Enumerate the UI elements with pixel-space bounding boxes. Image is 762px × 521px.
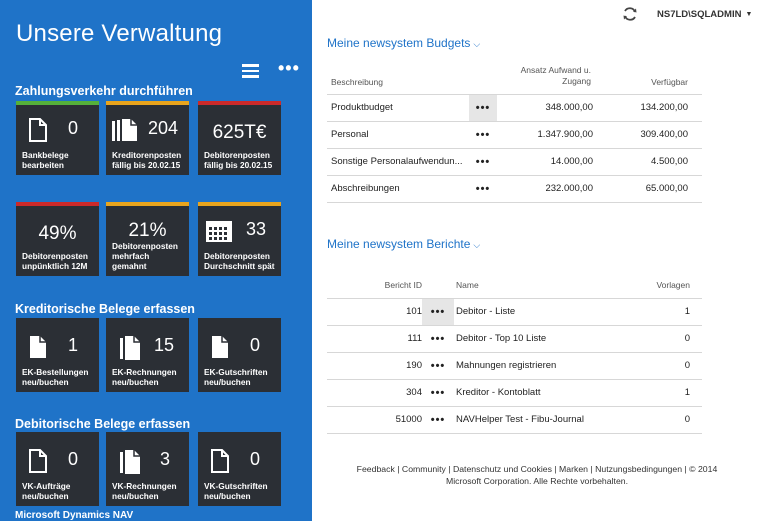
cell-ansatz: 232.000,00 [497, 175, 593, 202]
content-panel [312, 0, 762, 521]
tile-label: Bankbelege bearbeiten [22, 150, 69, 170]
tile-label: EK-Rechnungen neu/buchen [112, 367, 177, 387]
tile-count: 15 [154, 335, 175, 355]
row-actions-icon[interactable]: ••• [422, 325, 454, 352]
cell-vorlagen: 1 [642, 379, 702, 406]
tile-debitorenposten-spaet[interactable] [198, 202, 281, 276]
cell-vorlagen: 1 [642, 298, 702, 325]
cell-ansatz: 348.000,00 [497, 94, 593, 121]
berichte-title-text: Meine newsystem Berichte [327, 237, 471, 251]
row-actions-icon[interactable]: ••• [422, 298, 454, 325]
caret-down-icon: ▼ [745, 11, 753, 18]
tile-label: Debitorenposten mehrfach gemahnt [112, 241, 178, 271]
footer-copyright: © 2014 [689, 464, 718, 474]
cell-bericht-id: 304 [327, 379, 422, 406]
table-row[interactable] [327, 352, 702, 379]
section-title-zahlungsverkehr: Zahlungsverkehr durchführen [15, 84, 193, 98]
table-row[interactable] [327, 175, 702, 202]
budgets-table [327, 64, 702, 203]
tile-ek-gutschriften[interactable] [198, 318, 281, 392]
row-actions-icon[interactable]: ••• [422, 406, 454, 433]
tile-value: 625T€ [212, 122, 267, 143]
berichte-table [327, 273, 702, 434]
cell-verfuegbar: 309.400,00 [593, 121, 702, 148]
row-actions-icon[interactable]: ••• [422, 352, 454, 379]
tile-debitorenposten-unpuenktlich[interactable] [16, 202, 99, 276]
tile-label: VK-Rechnungen neu/buchen [112, 481, 177, 501]
berichte-title[interactable] [327, 237, 480, 251]
table-row[interactable] [327, 148, 702, 175]
tile-ek-bestellungen[interactable] [16, 318, 99, 392]
tile-label: Debitorenposten fällig bis 20.02.15 [204, 150, 273, 170]
tile-vk-rechnungen[interactable] [106, 432, 189, 506]
document-icon [211, 335, 229, 359]
cell-beschreibung: Produktbudget [327, 94, 469, 121]
documents-stack-icon [119, 335, 141, 361]
tile-label: VK-Aufträge neu/buchen [22, 481, 71, 501]
role-center-panel [0, 0, 312, 521]
tile-count: 0 [250, 449, 261, 469]
cell-vorlagen: 0 [642, 325, 702, 352]
cell-name: Mahnungen registrieren [454, 352, 642, 379]
document-icon [29, 335, 47, 359]
cell-name: NAVHelper Test - Fibu-Journal [454, 406, 642, 433]
footer-link-community[interactable]: Community [401, 464, 446, 474]
tile-debitorenposten-gemahnt[interactable] [106, 202, 189, 276]
row-actions-icon[interactable]: ••• [469, 175, 497, 202]
column-header-bericht-id[interactable]: Bericht ID [327, 273, 422, 298]
cell-bericht-id: 101 [327, 298, 422, 325]
cell-verfuegbar: 134.200,00 [593, 94, 702, 121]
cell-ansatz: 14.000,00 [497, 148, 593, 175]
table-row[interactable] [327, 121, 702, 148]
tile-count: 204 [148, 118, 179, 138]
hamburger-icon[interactable] [242, 64, 259, 78]
tile-label: Debitorenposten Durchschnitt spät [204, 251, 275, 271]
more-options-icon[interactable]: ••• [278, 58, 300, 78]
table-header-row [327, 64, 702, 94]
documents-stack-icon [119, 449, 141, 475]
footer-link-datenschutz[interactable]: Datenschutz und Cookies [452, 464, 552, 474]
cell-vorlagen: 0 [642, 406, 702, 433]
row-actions-icon[interactable]: ••• [469, 94, 497, 121]
app-title: Unsere Verwaltung [16, 20, 223, 47]
row-actions-icon[interactable]: ••• [469, 121, 497, 148]
column-header-verfuegbar[interactable]: Verfügbar [593, 64, 702, 94]
documents-stack-icon [111, 118, 143, 142]
tile-count: 0 [250, 335, 261, 355]
tile-label: Kreditorenposten fällig bis 20.02.15 [112, 150, 182, 170]
cell-ansatz: 1.347.900,00 [497, 121, 593, 148]
cell-verfuegbar: 65.000,00 [593, 175, 702, 202]
budgets-title[interactable] [327, 36, 480, 50]
column-header-vorlagen[interactable]: Vorlagen [642, 273, 702, 298]
cell-beschreibung: Personal [327, 121, 469, 148]
brand-name: Microsoft Dynamics NAV [15, 510, 134, 521]
section-title-kreditorische-belege: Kreditorische Belege erfassen [15, 302, 195, 316]
table-header-row [327, 273, 702, 298]
tile-debitorenposten-faellig[interactable] [198, 101, 281, 175]
footer-link-marken[interactable]: Marken [559, 464, 589, 474]
footer-link-feedback[interactable]: Feedback [356, 464, 395, 474]
refresh-icon[interactable] [622, 6, 638, 22]
tile-count: 0 [68, 449, 79, 469]
column-header-name[interactable]: Name [454, 273, 642, 298]
cell-vorlagen: 0 [642, 352, 702, 379]
document-icon [29, 118, 47, 142]
tile-count: 33 [246, 219, 267, 239]
column-header-beschreibung[interactable]: Beschreibung [327, 64, 469, 94]
section-title-debitorische-belege: Debitorische Belege erfassen [15, 417, 191, 431]
calendar-icon [205, 219, 233, 243]
cell-bericht-id: 51000 [327, 406, 422, 433]
table-row[interactable] [327, 298, 702, 325]
server-selector[interactable] [657, 9, 752, 20]
document-icon [211, 449, 229, 473]
chevron-down-icon: ⌵ [473, 39, 481, 49]
cell-verfuegbar: 4.500,00 [593, 148, 702, 175]
tile-vk-gutschriften[interactable] [198, 432, 281, 506]
row-actions-icon[interactable]: ••• [469, 148, 497, 175]
table-row[interactable] [327, 325, 702, 352]
tile-kreditorenposten-faellig[interactable] [106, 101, 189, 175]
tile-count: 1 [68, 335, 79, 355]
tile-label: EK-Bestellungen neu/buchen [22, 367, 89, 387]
row-actions-icon[interactable]: ••• [422, 379, 454, 406]
document-icon [29, 449, 47, 473]
cell-bericht-id: 111 [327, 325, 422, 352]
tile-ek-rechnungen[interactable] [106, 318, 189, 392]
cell-beschreibung: Abschreibungen [327, 175, 469, 202]
footer: Feedback | Community | Datenschutz und Cookies | Marken | Nutzungsbedingungen | © 2014 Microsoft Corporation. Alle Rechte vorbehalten. [327, 463, 747, 487]
cell-bericht-id: 190 [327, 352, 422, 379]
footer-rights: Microsoft Corporation. Alle Rechte vorbehalten. [445, 476, 629, 486]
tile-vk-auftraege[interactable] [16, 432, 99, 506]
footer-link-nutzungsbedingungen[interactable]: Nutzungsbedingungen [595, 464, 683, 474]
cell-name: Kreditor - Kontoblatt [454, 379, 642, 406]
tile-label: EK-Gutschriften neu/buchen [204, 367, 268, 387]
cell-name: Debitor - Liste [454, 298, 642, 325]
table-row[interactable] [327, 379, 702, 406]
server-name: NS7LD\SQLADMIN [657, 9, 742, 20]
tile-bankbelege[interactable] [16, 101, 99, 175]
tile-count: 0 [68, 118, 79, 138]
column-header-ansatz[interactable]: Ansatz Aufwand u. Zugang [497, 64, 593, 94]
cell-name: Debitor - Top 10 Liste [454, 325, 642, 352]
tile-label: VK-Gutschriften neu/buchen [204, 481, 268, 501]
table-row[interactable] [327, 406, 702, 433]
tile-label: Debitorenposten unpünktlich 12M [22, 251, 88, 271]
table-row[interactable] [327, 94, 702, 121]
tile-value: 49% [38, 223, 77, 244]
chevron-down-icon: ⌵ [473, 240, 481, 250]
tile-count: 3 [160, 449, 171, 469]
tile-value: 21% [128, 220, 167, 241]
cell-beschreibung: Sonstige Personalaufwendun... [327, 148, 469, 175]
budgets-title-text: Meine newsystem Budgets [327, 36, 471, 50]
